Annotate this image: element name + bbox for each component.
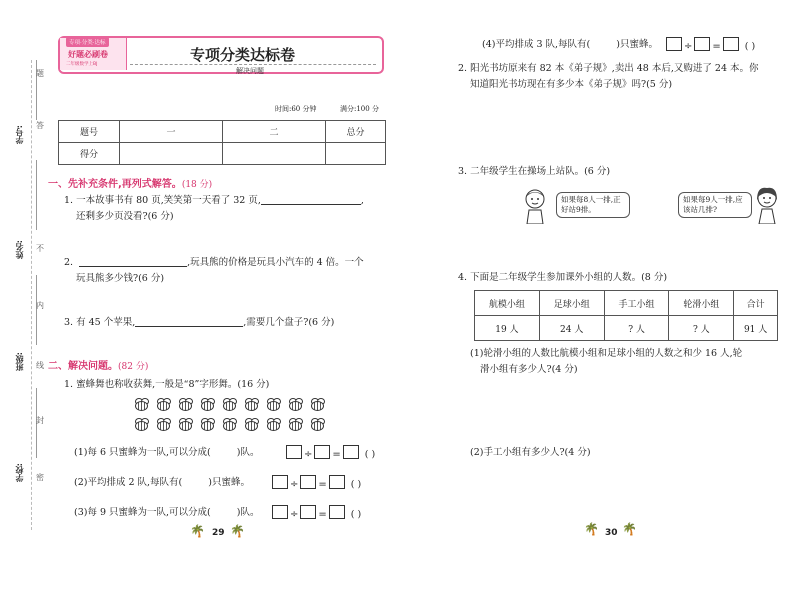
score-table-cell: 题号 — [59, 121, 120, 143]
badge-sub: 二年级数学上BJ — [66, 62, 98, 67]
s1-q2-num: 2. — [64, 257, 74, 268]
s2-q1-sub-2 — [74, 475, 404, 491]
sub3-equation — [270, 505, 361, 523]
section-1-title: 一、先补充条件,再列式解答。 — [48, 179, 182, 190]
section-2-title: 二、解决问题。 — [48, 361, 118, 372]
student-id-label: 学号: — [15, 125, 24, 145]
answer-box[interactable] — [666, 37, 682, 51]
unit-paren[interactable]: ( ) — [350, 479, 362, 490]
bee-icon — [200, 418, 214, 430]
bee-icon — [310, 418, 324, 430]
group-value: 19 人 — [475, 316, 540, 341]
badge-top: 专项·分类·达标 — [66, 37, 109, 47]
school-label: 学校: — [15, 463, 24, 483]
subtitle: 解决问题 — [236, 67, 264, 75]
score-table — [58, 120, 386, 165]
s1-question-3 — [64, 315, 404, 331]
sub4-equation — [664, 37, 755, 55]
bee-icon — [178, 398, 192, 410]
s2-q1-sub-1 — [74, 445, 404, 461]
sub1-text-b: )队。 — [236, 447, 260, 458]
group-header: 手工小组 — [604, 291, 669, 316]
bee-icon — [288, 418, 302, 430]
r-q4-sub-2: (2)手工小组有多少人?(4 分) — [470, 447, 591, 458]
bee-icon — [134, 398, 148, 410]
s2-question-1: 1. 蜜蜂舞也称收获舞,一般是“8”字形舞。(16 分) — [64, 379, 270, 390]
section-2-score: (82 分) — [118, 362, 149, 372]
r-q2-text-2: 知道阳光书坊现在有多少本《弟子规》吗?(5 分) — [470, 79, 673, 90]
speech-bubble-right: 如果每9人一排,应该站几排? — [678, 192, 752, 218]
group-value: ? 人 — [604, 316, 669, 341]
group-value: 24 人 — [539, 316, 604, 341]
sub2-text: (2)平均排成 2 队,每队有( — [74, 477, 183, 488]
s1-q1-text-2: 还剩多少页没看?(6 分) — [76, 211, 174, 222]
bee-icon — [266, 398, 280, 410]
s1-q3-text: 3. 有 45 个苹果, — [64, 317, 136, 328]
section-1-heading — [48, 175, 212, 190]
bee-icon — [200, 398, 214, 410]
group-header: 航模小组 — [475, 291, 540, 316]
equals-sign: = — [318, 479, 327, 490]
cut-char: 线 — [36, 361, 44, 370]
sub3-text-b: )队。 — [236, 507, 260, 518]
bee-icon — [156, 418, 170, 430]
class-label: 班级: — [15, 352, 24, 372]
s1-q1-end: , — [360, 195, 364, 206]
girl-icon — [754, 186, 780, 224]
r-q4-1-text-2: 滑小组有多少人?(4 分) — [480, 364, 578, 375]
bee-icon — [134, 418, 148, 430]
bee-icon — [310, 398, 324, 410]
bee-icon — [222, 398, 236, 410]
s1-q1-text: 1. 一本故事书有 80 页,笑笑第一天看了 32 页, — [64, 195, 261, 206]
divide-sign: ÷ — [304, 449, 313, 460]
r-question-3: 3. 二年级学生在操场上站队。(6 分) — [458, 166, 611, 177]
s1-q2-blank[interactable] — [79, 255, 187, 267]
sub1-equation — [284, 445, 375, 463]
divide-sign: ÷ — [290, 479, 299, 490]
page-title: 专项分类达标卷 — [190, 46, 296, 64]
unit-paren[interactable]: ( ) — [350, 509, 362, 520]
sub1-text: (1)每 6 只蜜蜂为一队,可以分成( — [74, 447, 211, 458]
bee-icon — [178, 418, 192, 430]
group-header: 足球小组 — [539, 291, 604, 316]
answer-box[interactable] — [723, 37, 739, 51]
palm-icon: 🌴 — [622, 522, 637, 536]
unit-paren[interactable]: ( ) — [744, 41, 756, 52]
equals-sign: = — [318, 509, 327, 520]
s2-q1-sub-3 — [74, 505, 404, 521]
r-q4-1-text: (1)轮滑小组的人数比航模小组和足球小组的人数之和少 16 人,轮 — [470, 348, 743, 359]
equals-sign: = — [332, 449, 341, 460]
score-table-cell: 二 — [223, 121, 326, 143]
answer-box[interactable] — [343, 445, 359, 459]
time-limit: 时间:60 分钟 — [275, 105, 317, 113]
equals-sign: = — [712, 41, 721, 52]
group-value: ? 人 — [669, 316, 734, 341]
divide-sign: ÷ — [290, 509, 299, 520]
cut-char: 密 — [36, 473, 44, 482]
answer-box[interactable] — [329, 505, 345, 519]
name-label: 姓名: — [15, 240, 24, 260]
cut-line — [31, 60, 32, 530]
r-question-2 — [458, 61, 788, 93]
bee-icon — [266, 418, 280, 430]
sub4-text: (4)平均排成 3 队,每队有( — [482, 39, 591, 50]
sub2-equation — [270, 475, 361, 493]
full-score: 满分:100 分 — [340, 105, 379, 113]
cut-char: 内 — [36, 301, 44, 310]
s2-q1-sub-4 — [482, 37, 782, 53]
answer-box[interactable] — [300, 505, 316, 519]
section-2-heading — [48, 357, 148, 372]
score-input-cell[interactable] — [326, 143, 386, 165]
bees-illustration — [134, 398, 334, 438]
page-number-right: 30 — [605, 528, 618, 538]
margin-line — [36, 160, 37, 230]
cut-char: 封 — [36, 416, 44, 425]
answer-box[interactable] — [694, 37, 710, 51]
page-number-left: 29 — [212, 528, 225, 538]
sub4-text-b: )只蜜蜂。 — [616, 39, 658, 50]
group-table — [474, 290, 778, 341]
series-badge — [60, 38, 127, 70]
sub3-text: (3)每 9 只蜜蜂为一队,可以分成( — [74, 507, 211, 518]
cut-char: 题 — [36, 69, 44, 78]
answer-box[interactable] — [329, 475, 345, 489]
group-header: 轮滑小组 — [669, 291, 734, 316]
s1-question-1 — [64, 193, 404, 225]
answer-box[interactable] — [272, 475, 288, 489]
speech-bubble-left: 如果每8人一排,正好站9排。 — [556, 192, 630, 218]
section-1-score: (18 分) — [181, 180, 213, 190]
s1-q1-blank[interactable] — [261, 193, 361, 205]
group-value: 91 人 — [734, 316, 778, 341]
palm-icon: 🌴 — [230, 524, 245, 538]
badge-title: 好题必刷卷 — [68, 50, 108, 59]
bee-icon — [222, 418, 236, 430]
answer-box[interactable] — [286, 445, 302, 459]
score-table-cell: 总分 — [326, 121, 386, 143]
r-q2-text: 2. 阳光书坊原来有 82 本《弟子规》,卖出 48 本后,又购进了 24 本。你 — [458, 63, 759, 74]
title-divider — [130, 64, 376, 65]
score-input-cell[interactable] — [120, 143, 223, 165]
s1-q3-blank[interactable] — [135, 315, 243, 327]
bee-icon — [244, 418, 258, 430]
palm-icon: 🌴 — [190, 524, 205, 538]
palm-icon: 🌴 — [584, 522, 599, 536]
r-q4-sub-1 — [470, 346, 790, 378]
bee-icon — [288, 398, 302, 410]
s1-q2-text: ,玩具熊的价格是玩具小汽车的 4 倍。一个 — [187, 257, 364, 268]
boy-icon — [522, 188, 548, 224]
group-header: 合计 — [734, 291, 778, 316]
divide-sign: ÷ — [684, 41, 693, 52]
score-table-cell: 一 — [120, 121, 223, 143]
answer-box[interactable] — [314, 445, 330, 459]
s1-q3-text-2: ,需要几个盘子?(6 分) — [243, 317, 335, 328]
answer-box[interactable] — [272, 505, 288, 519]
sub2-text-b: )只蜜蜂。 — [208, 477, 250, 488]
s1-question-2 — [64, 255, 404, 287]
cut-char: 不 — [36, 244, 44, 253]
answer-box[interactable] — [300, 475, 316, 489]
cut-char: 答 — [36, 121, 44, 130]
bee-icon — [244, 398, 258, 410]
score-table-cell: 得分 — [59, 143, 120, 165]
bee-icon — [156, 398, 170, 410]
s1-q2-text-2: 玩具熊多少钱?(6 分) — [76, 273, 165, 284]
unit-paren[interactable]: ( ) — [364, 449, 376, 460]
score-input-cell[interactable] — [223, 143, 326, 165]
r-question-4: 4. 下面是二年级学生参加课外小组的人数。(8 分) — [458, 272, 668, 283]
